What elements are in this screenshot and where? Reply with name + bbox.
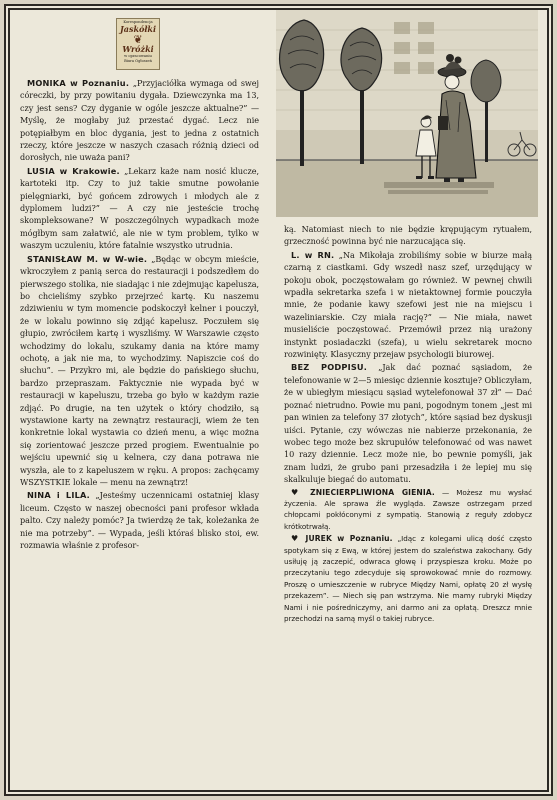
logo-line-3: w opracowaniu [124,54,152,58]
heart-icon: ♥ [291,534,301,544]
letter-author: ZNIECIERPLIWIONA GIENIA. [310,487,435,497]
logo-line-1: Korespondencja [123,20,153,24]
letter-text: „Przyjaciółka wymaga od swej córeczki, by przy powitaniu dygała. Dziewczynka ma 13, czy jest sens? Czy dyganie w ogóle jeszcze aktualne?” — Myślę, że mogłaby już przestać dygać. Lecz nie potępiałbym en bloc dygania, jest to jedna z ostatnich rzeczy, które jeszcze w naszych czasach różnią dzieci od dorosłych, nie uważa pani? [20,78,260,163]
letter-monika [20,77,259,164]
letter-text: „Jak dać poznać sąsiadom, że telefonowanie w 2—5 miesięc dziennie kosztuje? Obliczyłam, że w ubiegłym miesiącu sąsiad wytelefonował 37 zł” — Dać poznać nietrudno. Powie mu pani, pogodnym tonem „jest mi pan winien za telefony 37 złotych”, które sąsiad bez dyskusji uiści. Pytanie, czy wówczas nie nabierze przekonania, że wobec tego może bez skrupułów telefonować od was nawet 10 razy dziennie. Lecz może nie, bo pewnie pomyśli, jak znam ludzi, że grubo pani przesadziła i że lepiej mu się skalkuluje biegać do automatu. [284,362,533,485]
letter-author: L. w RN. [291,249,335,260]
heart-icon: ♥ [291,487,304,497]
letter-author: LUSIA w Krakowie. [27,165,120,176]
letter-text: „Lekarz każe nam nosić klucze, kartoteki itp. Czy to już takie smutne powołanie pielęgniarki, być gońcem zdrowych i młodych ale z dyplomem ludzi?” — A czy nie jesteście trochę skompleksowane? W poszczególnych wypadkach może mógłbym sam załatwić, ale nie w tym problem, tylko w waszym uczuleniu, które fatalnie wszystko utrudnia. [20,165,259,251]
letter-gienia [284,487,532,533]
logo-line-2a: Jaskółki [119,24,156,34]
letter-author: STANISŁAW M. w W-wie. [27,253,148,264]
letters-column-right [284,223,532,624]
letter-author: NINA i LILA. [27,490,90,501]
logo-line-2b: Wróżki [122,44,154,54]
street-scene-illustration [276,10,538,217]
letter-bez-podpisu [284,361,532,485]
letter-text: „Jesteśmy uczennicami ostatniej klasy liceum. Często w naszej obecności pani profesor wkłada palto. Czy należy pomóc? Ja twierdzę że tak, koleżanka że nie ma potrzeby”. — Wypada, jeśli któraś blisko stoi, ew. rozmawia właśnie z profesor- [20,490,259,551]
letter-author: JUREK w Poznaniu. [305,534,393,544]
logo-line-4: Biura Ogłoszeń [124,58,152,63]
letter-text: „Idąc z kolegami ulicą dość często spotykam się z Ewą, w której jestem do szaleństwa zakochany. Gdy usiłuję ją zaczepić, odwraca głowę i przyspiesza kroku. Może po przeczytaniu tego zdecyduje się sprowokować mnie do rozmowy. Proszę o umieszczenie w rubryce Między Nami, opłatę 20 zł wysłę przekazem”. — Niech się pan wstrzyma. Nie mamy rubryki Między Nami i nie pośredniczymy, ani darmo ani za opłatą. Dreszcz mnie przechodzi na samą myśl o takiej rubryce. [284,534,532,623]
letter-nina-lila [20,489,259,551]
letter-l-rn [284,249,532,361]
letter-jurek [284,533,532,624]
letter-text: „Na Mikołaja zrobiliśmy sobie w biurze małą czarną z ciastkami. Gdy wszedł nasz szef, urzędujący w pokoju obok, poczęstowałam go również. W pewnej chwili wpadła sekretarka szefa i w nietaktownej formie pouczyła mnie, że podanie kawy szefowi jest nie na miejscu i wazeliniarskie. Czy miała rację?” — Nie miała, nawet musieliście poczęstować. Przemówił przez nią urażony instynkt posiadaczki (szefa), u wielu sekretarek mocno rozwinięty. Klasyczny przejaw psychologii biurowej. [284,249,532,360]
letter-author: MONIKA w Poznaniu. [27,78,130,88]
letter-author: BEZ PODPISU. [291,362,368,373]
letters-column-left [20,77,259,551]
letter-lusia [20,165,259,252]
letter-text: „Będąc w obcym mieście, wkroczyłem z panią serca do restauracji i podszedłem do pierwszego stolika, nie siadając i nie zdejmując kapelusza, bo chcieliśmy szybko przejrzeć kartę. Ku naszemu zdziwieniu w tym momencie podskoczył kelner i pouczył, że w lokalu powinno się zdjąć kapelusz. Poczułem się głupio, zwróciłem kartę i wyszliśmy. W Warszawie często wchodzimy do lokalu, szukamy dania na które mamy ochotę, a jak nie ma, to wychodzimy. Napiszcie coś do słuchu”. — Przykro mi, ale będzie do pańskiego słuchu, bardzo przepraszam. Faktycznie nie wypada być w restauracji w kapeluszu, trzeba go było w każdym razie zdjąć. Po drugie, na ten użytek o który chodziło, są wystawione karty na zewnątrz restauracji, wiem że ten konkretnie lokal wystawia co dzień menu, a więc można się zorientować jeszcze przed progiem. Ewentualnie po wejściu upewnić się u kelnera, czy dana potrawa nie wyszła, ale to z kapeluszem w ręku. A propos: zachęcamy WSZYSTKIE lokale — menu na zewnątrz! [20,253,260,487]
letter-text: — Możesz mu wysłać życzenia. Ale sprawa źle wygląda. Zawsze ostrzegam przed chłopcami pokłóconymi z sympatią. Stanowią z reguły zdobycz krótkotrwałą. [284,487,532,531]
letter-stanislaw [20,253,259,489]
continuation-text: ką. Natomiast niech to nie będzie krępującym rytuałem, grzeczność powinna być nie narzucająca się. [284,224,532,247]
column-logo [116,18,160,70]
monogram-icon: ❦ [133,33,143,46]
